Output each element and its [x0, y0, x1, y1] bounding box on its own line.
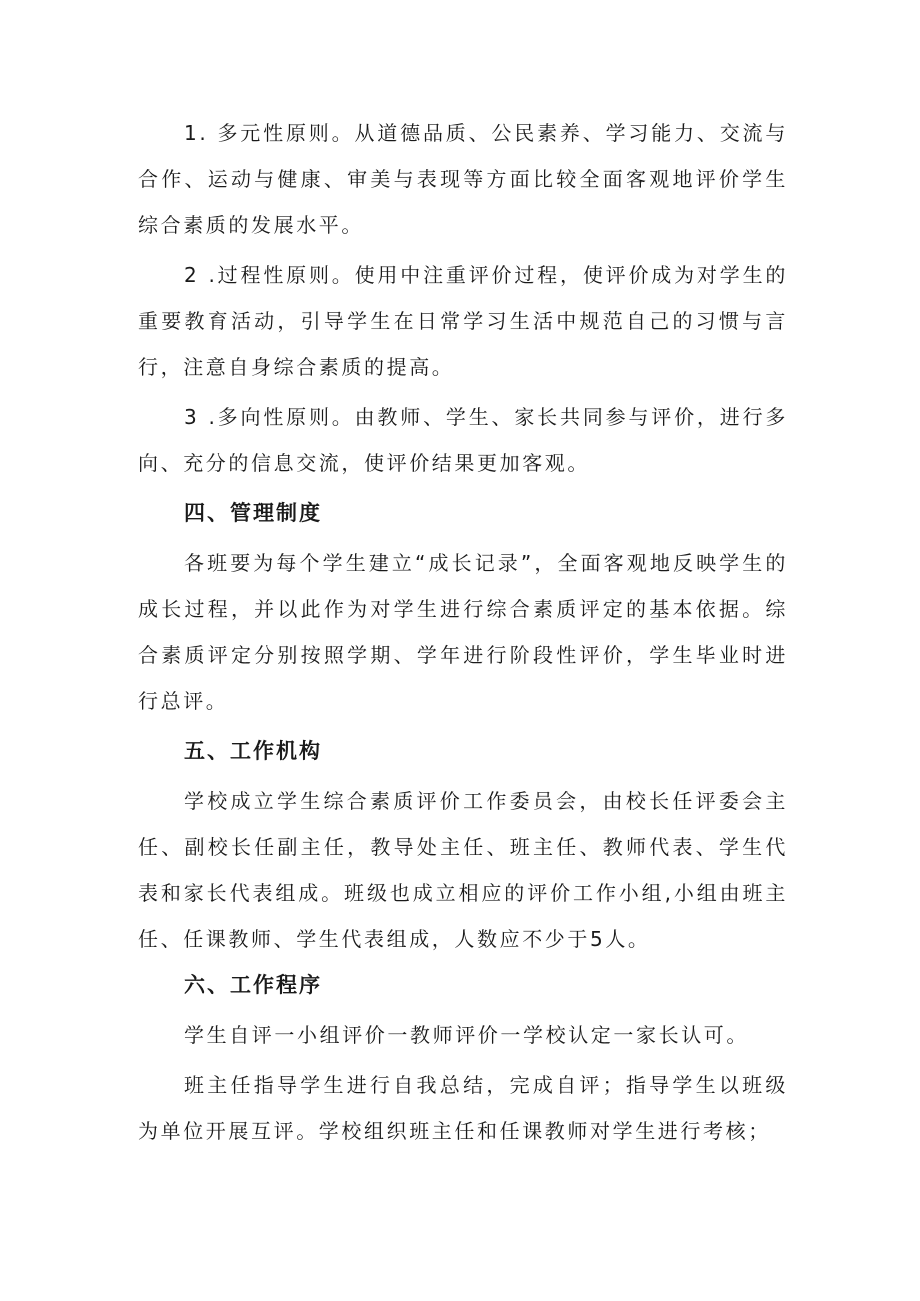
document-page — [138, 110, 788, 1154]
procedure-paragraph: 班主任指导学生进行自我总结，完成自评；指导学生以班级为单位开展互评。学校组织班主任和任课教师对学生进行考核； — [138, 1073, 788, 1143]
procedure-flow: 学生自评一小组评价一教师评价一学校认定一家长认可。 — [184, 1023, 749, 1047]
principle-diversity: 1. 多元性原则。从道德品质、公民素养、学习能力、交流与合作、运动与健康、审美与表现等方面比较全面客观地评价学生综合素质的发展水平。 — [138, 121, 788, 237]
principle-multidirectional: 3 .多向性原则。由教师、学生、家长共同参与评价，进行多向、充分的信息交流，使评价结果更加客观。 — [138, 405, 788, 475]
section-heading-procedure: 六、工作程序 — [184, 973, 322, 997]
principle-process: 2 .过程性原则。使用中注重评价过程，使评价成为对学生的重要教育活动，引导学生在日常学习生活中规范自己的习惯与言行，注意自身综合素质的提高。 — [138, 263, 788, 379]
management-paragraph: 各班要为每个学生建立“成长记录”，全面客观地反映学生的成长过程，并以此作为对学生进行综合素质评定的基本依据。综合素质评定分别按照学期、学年进行阶段性评价，学生毕业时进行总评。 — [138, 551, 788, 713]
organization-paragraph: 学校成立学生综合素质评价工作委员会，由校长任评委会主任、副校长任副主任，教导处主任、班主任、教师代表、学生代表和家长代表组成。班级也成立相应的评价工作小组,小组由班主任、任课教师、学生代表组成，人数应不少于5人。 — [138, 789, 788, 951]
section-heading-management: 四、管理制度 — [184, 501, 322, 525]
section-heading-organization: 五、工作机构 — [184, 739, 322, 763]
